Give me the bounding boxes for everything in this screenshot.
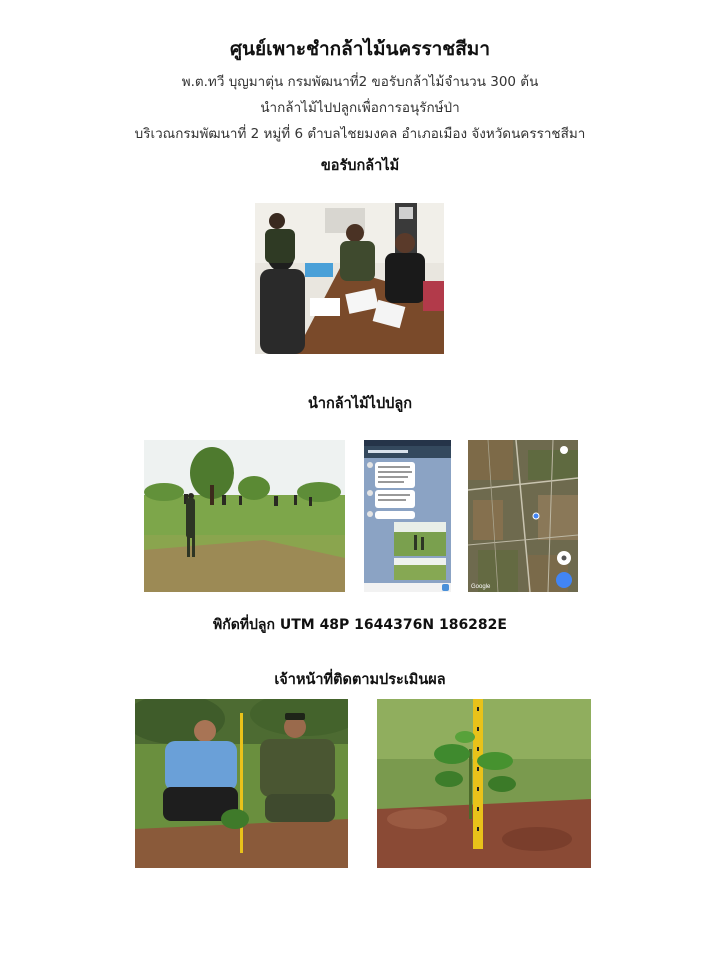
meeting-photo [255,203,444,354]
purpose-description: นำกล้าไม้ไปปลูกเพื่อการอนุรักษ์ป่า [260,100,460,116]
planting-field-photo [144,440,345,592]
officers-photo [135,699,348,868]
request-description: พ.ต.ทวี บุญมาตุ่น กรมพัฒนาที่2 ขอรับกล้าไม้จำนวน 300 ต้น [181,74,539,90]
chat-screenshot [364,440,451,592]
map-screenshot [468,440,578,592]
location-description: บริเวณกรมพัฒนาที่ 2 หมู่ที่ 6 ตำบลไชยมงคล อำเภอเมือง จังหวัดนครราชสีมา [134,126,586,142]
map-google-label: Google [471,584,491,590]
sapling-photo [377,699,591,868]
page-title: ศูนย์เพาะชำกล้าไม้นครราชสีมา [230,38,490,60]
planting-coordinates: พิกัดที่ปลูก UTM 48P 1644376N 186282E [213,617,507,633]
followup-heading: เจ้าหน้าที่ติดตามประเมินผล [274,672,446,688]
request-heading: ขอรับกล้าไม้ [320,158,400,174]
planting-heading: นำกล้าไม้ไปปลูก [307,396,413,412]
